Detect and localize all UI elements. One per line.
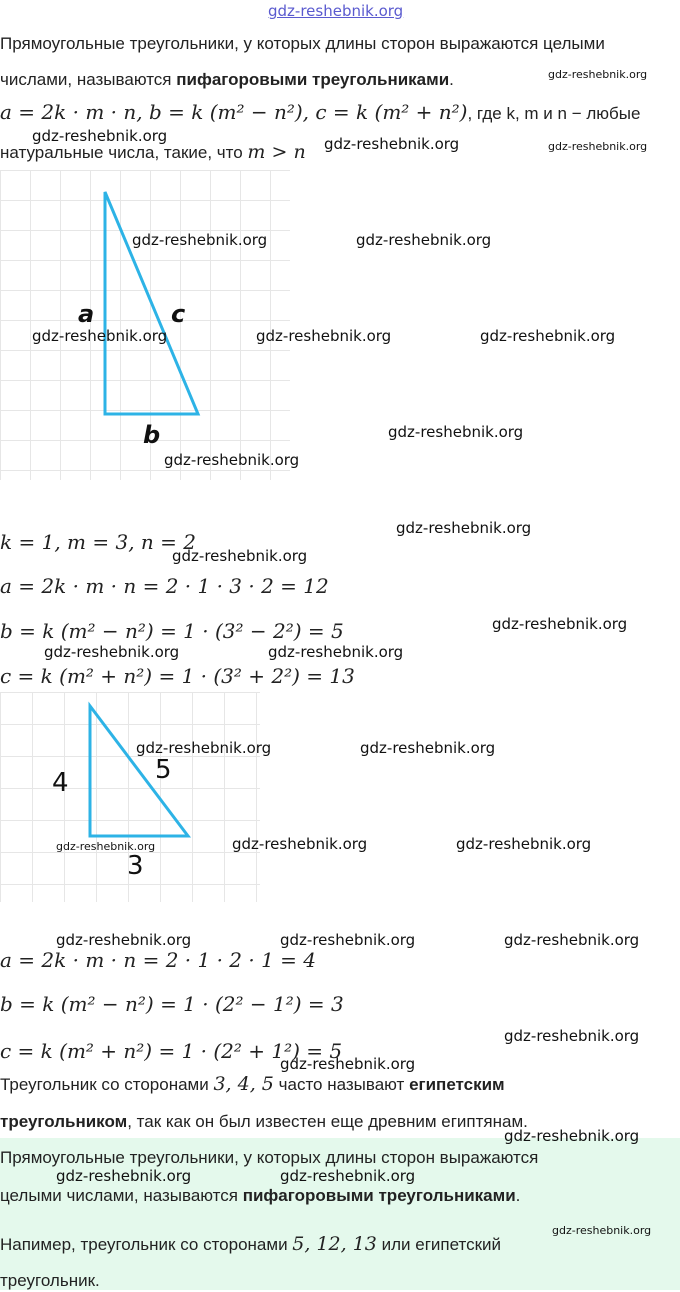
- watermark: gdz-reshebnik.org: [504, 1027, 640, 1045]
- summary-line-3: Напимер, треугольник со сторонами 5, 12, 13 или египетский: [0, 1233, 502, 1255]
- watermark: gdz-reshebnik.org: [32, 127, 168, 145]
- watermark: gdz-reshebnik.org: [280, 931, 416, 949]
- triangle-2-label-b: 3: [127, 851, 144, 881]
- watermark: gdz-reshebnik.org: [44, 643, 180, 661]
- watermark: gdz-reshebnik.org: [280, 1167, 416, 1185]
- example-2-b: b = k (m² − n²) = 1 · (2² − 1²) = 3: [0, 992, 344, 1016]
- watermark: gdz-reshebnik.org: [360, 739, 496, 757]
- egypt-line-2: треугольником, так как он был известен еще древним египтянам.: [0, 1112, 528, 1131]
- example-1-b: b = k (m² − n²) = 1 · (3² − 2²) = 5: [0, 619, 344, 643]
- watermark: gdz-reshebnik.org: [232, 835, 368, 853]
- watermark: gdz-reshebnik.org: [552, 1224, 652, 1237]
- watermark: gdz-reshebnik.org: [324, 135, 460, 153]
- intro-formula: a = 2k · m · n, b = k (m² − n²), c = k (m² + n²), где k, m и n − любые: [0, 100, 641, 124]
- egypt-line-1: Треугольник со сторонами 3, 4, 5 часто называют египетским: [0, 1073, 505, 1095]
- watermark: gdz-reshebnik.org: [256, 327, 392, 345]
- intro-line-2: числами, называются пифагоровыми треугольниками.: [0, 70, 454, 89]
- example-1-c: c = k (m² + n²) = 1 · (3² + 2²) = 13: [0, 664, 355, 688]
- watermark: gdz-reshebnik.org: [280, 1055, 416, 1073]
- watermark: gdz-reshebnik.org: [132, 231, 268, 249]
- watermark: gdz-reshebnik.org: [136, 739, 272, 757]
- example-2-a: a = 2k · m · n = 2 · 1 · 2 · 1 = 4: [0, 948, 317, 972]
- watermark: gdz-reshebnik.org: [504, 1127, 640, 1145]
- watermark: gdz-reshebnik.org: [480, 327, 616, 345]
- example-1-params: k = 1, m = 3, n = 2: [0, 530, 196, 554]
- watermark: gdz-reshebnik.org: [396, 519, 532, 537]
- triangle-2-label-c: 5: [155, 755, 172, 785]
- triangle-1-label-a: a: [78, 300, 95, 328]
- watermark: gdz-reshebnik.org: [172, 547, 308, 565]
- watermark: gdz-reshebnik.org: [548, 68, 648, 81]
- watermark: gdz-reshebnik.org: [356, 231, 492, 249]
- watermark: gdz-reshebnik.org: [504, 931, 640, 949]
- example-1-a: a = 2k · m · n = 2 · 1 · 3 · 2 = 12: [0, 574, 329, 598]
- watermark: gdz-reshebnik.org: [268, 643, 404, 661]
- watermark: gdz-reshebnik.org: [56, 931, 192, 949]
- top-watermark[interactable]: gdz-reshebnik.org: [268, 2, 404, 20]
- watermark: gdz-reshebnik.org: [456, 835, 592, 853]
- watermark: gdz-reshebnik.org: [548, 140, 648, 153]
- summary-line-1: Прямоугольные треугольники, у которых длины сторон выражаются: [0, 1148, 539, 1167]
- summary-line-4: треугольник.: [0, 1271, 100, 1290]
- example-2-c: c = k (m² + n²) = 1 · (2² + 1²) = 5: [0, 1039, 343, 1063]
- watermark: gdz-reshebnik.org: [32, 327, 168, 345]
- triangle-1-label-b: b: [143, 421, 161, 449]
- watermark: gdz-reshebnik.org: [492, 615, 628, 633]
- triangle-1-label-c: c: [171, 300, 186, 328]
- intro-line-4: натуральные числа, такие, что m > n: [0, 141, 306, 163]
- watermark: gdz-reshebnik.org: [164, 451, 300, 469]
- intro-line-1: Прямоугольные треугольники, у которых длины сторон выражаются целыми: [0, 34, 605, 53]
- watermark: gdz-reshebnik.org: [56, 1167, 192, 1185]
- triangle-2-label-a: 4: [52, 768, 69, 798]
- watermark: gdz-reshebnik.org: [56, 840, 156, 853]
- watermark: gdz-reshebnik.org: [388, 423, 524, 441]
- summary-line-2: целыми числами, называются пифагоровыми треугольниками.: [0, 1186, 521, 1205]
